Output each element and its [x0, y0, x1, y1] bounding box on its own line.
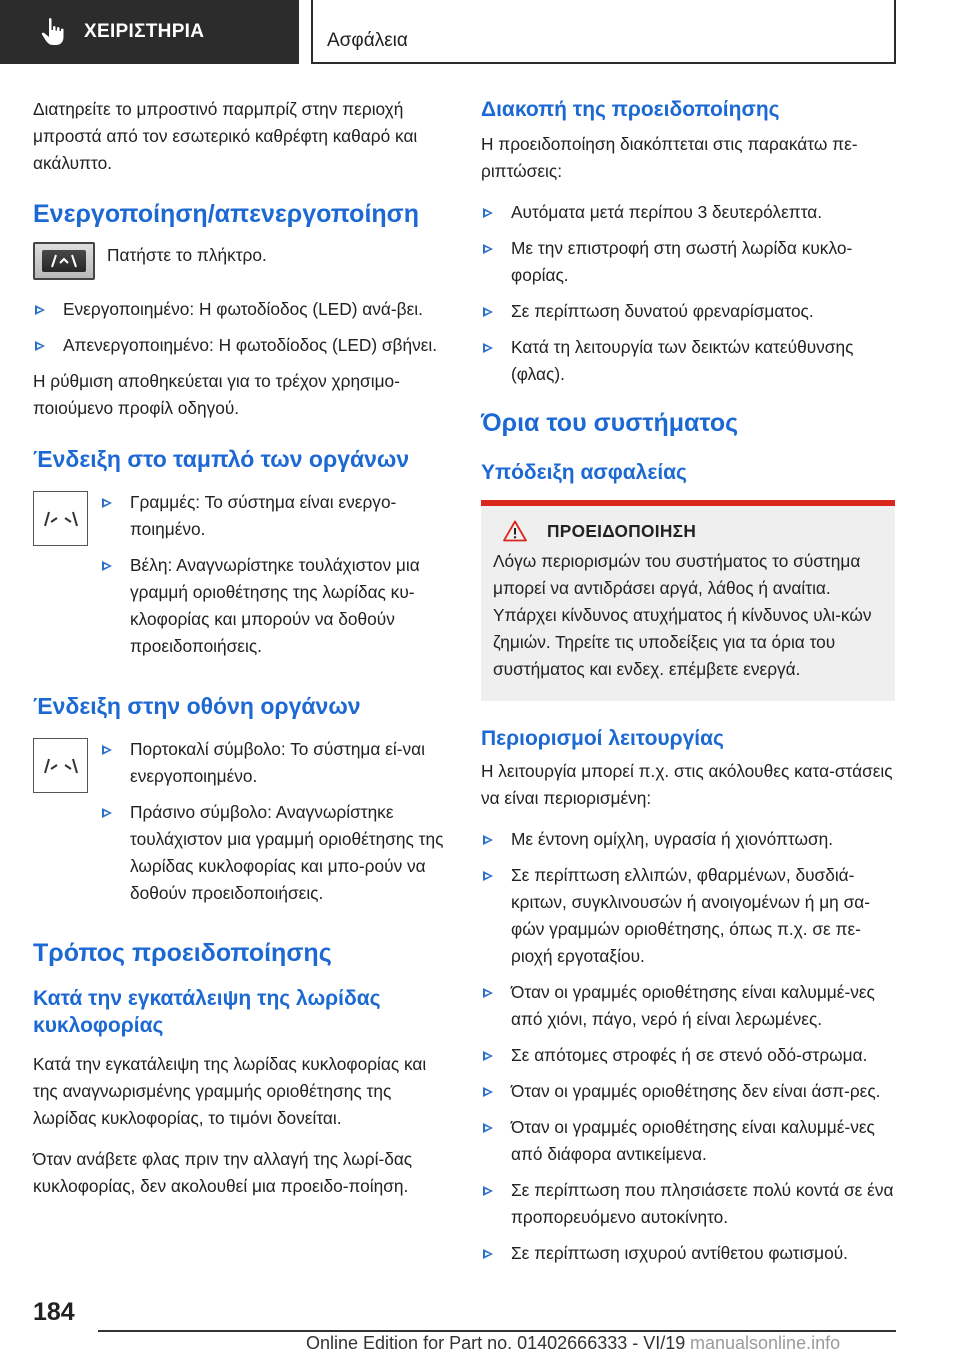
lane-departure-button-icon: [33, 242, 95, 280]
lane-markings-indicator-icon: [33, 738, 88, 793]
bullet-triangle-icon: [483, 343, 493, 353]
list-item: Ενεργοποιημένο: Η φωτοδίοδος (LED) ανά-βει.: [33, 296, 451, 323]
cluster-indicator-row: [33, 489, 451, 669]
list-item: Με έντονη ομίχλη, υγρασία ή χιονόπτωση.: [481, 826, 895, 853]
display-indicator-row: [33, 736, 451, 916]
onoff-list: [33, 296, 451, 359]
list-item: Σε απότομες στροφές ή σε στενό οδό-στρωμα.: [481, 1042, 895, 1069]
interrupt-heading: Διακοπή της προειδοποίησης: [481, 98, 780, 121]
bullet-triangle-icon: [483, 244, 493, 254]
list-item: Απενεργοποιημένο: Η φωτοδίοδος (LED) σβήνει.: [33, 332, 451, 359]
func-limits-heading: Περιορισμοί λειτουργίας: [481, 727, 724, 750]
bullet-triangle-icon: [483, 1123, 493, 1133]
interrupt-list: [481, 199, 895, 388]
bullet-triangle-icon: [483, 1186, 493, 1196]
list-item: Πορτοκαλί σύμβολο: Το σύστημα εί-ναι ενεργοποιημένο.: [100, 736, 451, 790]
list-item: Σε περίπτωση ισχυρού αντίθετου φωτισμού.: [481, 1240, 895, 1267]
section-title: Ασφάλεια: [327, 30, 408, 51]
chapter-header: [0, 0, 299, 64]
warning-triangle-icon: [503, 520, 527, 542]
lane-markings-indicator-icon: [33, 491, 88, 546]
lane-symbol-icon: [47, 253, 81, 269]
list-item: Βέλη: Αναγνωρίστηκε τουλάχιστον μια γραμμή οριοθέτησης της λωρίδας κυ-κλοφορίας και μπορούν να δοθούν προειδοποιήσεις.: [100, 552, 451, 660]
right-column: [481, 96, 895, 1276]
interrupt-intro: Η προειδοποίηση διακόπτεται στις παρακάτω πε-ριπτώσεις:: [481, 134, 858, 181]
limits-heading: Όρια του συστήματος: [481, 409, 739, 437]
left-column: [33, 96, 451, 1214]
list-item: Όταν οι γραμμές οριοθέτησης είναι καλυμμέ-νες από χιόνι, πάγο, νερό ή είναι λερωμένες.: [481, 979, 895, 1033]
bullet-triangle-icon: [35, 341, 45, 351]
watermark-text: manualsonline.info: [690, 1333, 841, 1353]
footer-divider: [98, 1330, 896, 1332]
func-limits-intro: Η λειτουργία μπορεί π.χ. στις ακόλουθες κατα-στάσεις να είναι περιορισμένη:: [481, 761, 893, 808]
display-heading: Ένδειξη στην οθόνη οργάνων: [33, 693, 361, 719]
warning-header: [493, 520, 881, 542]
setting-note: Η ρύθμιση αποθηκεύεται για το τρέχον χρησιμο-ποιούμενο προφίλ οδηγού.: [33, 371, 400, 418]
press-button-text: Πατήστε το πλήκτρο.: [107, 245, 267, 265]
list-item: Σε περίπτωση που πλησιάσετε πολύ κοντά σε ένα προπορευόμενο αυτοκίνητο.: [481, 1177, 895, 1231]
list-item: Σε περίπτωση ελλιπών, φθαρμένων, δυσδιά-κριτων, συγκλινουσών ή ανοιγομένων ή μη σα-φών γραμμών οριοθέτησης, όπως π.χ. σε πε-ριοχή εργοταξίου.: [481, 862, 895, 970]
leaving-lane-heading: Κατά την εγκατάλειψη της λωρίδας κυκλοφορίας: [33, 987, 381, 1037]
list-item: Κατά τη λειτουργία των δεικτών κατεύθυνσης (φλας).: [481, 334, 895, 388]
warning-text: Λόγω περιορισμών του συστήματος το σύστημα μπορεί να αντιδράσει αργά, λάθος ή αναίτια. Υπάρχει κίνδυνος ατυχήματος ή κίνδυνος υλι-κών ζημιών. Τηρείτε τις υποδείξεις για τα όρια του συστήματος και ενδεχ. επέμβετε ενεργά.: [493, 551, 872, 679]
bullet-triangle-icon: [483, 1087, 493, 1097]
cluster-list: [100, 489, 451, 669]
warning-box: [481, 500, 895, 701]
list-item: Σε περίπτωση δυνατού φρεναρίσματος.: [481, 298, 895, 325]
bullet-triangle-icon: [102, 745, 112, 755]
button-row: [33, 242, 451, 280]
intro-paragraph: Διατηρείτε το μπροστινό παρμπρίζ στην περιοχή μπροστά από τον εσωτερικό καθρέφτη καθαρό και ακάλυπτο.: [33, 99, 418, 173]
list-item: Με την επιστροφή στη σωστή λωρίδα κυκλο-φορίας.: [481, 235, 895, 289]
bullet-triangle-icon: [102, 808, 112, 818]
safety-heading: Υπόδειξη ασφαλείας: [481, 461, 687, 484]
list-item: Πράσινο σύμβολο: Αναγνωρίστηκε τουλάχιστον μια γραμμή οριοθέτησης της λωρίδας κυκλοφορίας και μπο-ρούν να δοθούν προειδοποιήσεις.: [100, 799, 451, 907]
warning-mode-heading: Τρόπος προειδοποίησης: [33, 939, 332, 967]
bullet-triangle-icon: [483, 208, 493, 218]
bullet-triangle-icon: [102, 561, 112, 571]
bullet-triangle-icon: [483, 1051, 493, 1061]
bullet-triangle-icon: [483, 988, 493, 998]
bullet-triangle-icon: [35, 305, 45, 315]
bullet-triangle-icon: [483, 1249, 493, 1259]
leaving-text-1: Κατά την εγκατάλειψη της λωρίδας κυκλοφορίας και της αναγνωρισμένης γραμμής οριοθέτησης της λωρίδας κυκλοφορίας, το τιμόνι δονείται.: [33, 1054, 427, 1128]
cluster-heading: Ένδειξη στο ταμπλό των οργάνων: [33, 446, 410, 472]
warning-title: ΠΡΟΕΙΔΟΠΟΙΗΣΗ: [547, 520, 697, 541]
onoff-heading: Ενεργοποίηση/απενεργοποίηση: [33, 200, 420, 228]
section-tab: [311, 0, 896, 64]
list-item: Γραμμές: Το σύστημα είναι ενεργο-ποιημένο.: [100, 489, 451, 543]
bullet-triangle-icon: [483, 835, 493, 845]
list-item: Αυτόματα μετά περίπου 3 δευτερόλεπτα.: [481, 199, 895, 226]
edition-text: Online Edition for Part no. 01402666333 - VI/19: [306, 1333, 686, 1353]
hand-pointer-icon: [40, 17, 66, 47]
bullet-triangle-icon: [102, 498, 112, 508]
leaving-text-2: Όταν ανάβετε φλας πριν την αλλαγή της λωρί-δας κυκλοφορίας, δεν ακολουθεί μια προειδο-ποίηση.: [33, 1149, 413, 1196]
list-item: Όταν οι γραμμές οριοθέτησης δεν είναι άσπ-ρες.: [481, 1078, 895, 1105]
bullet-triangle-icon: [483, 307, 493, 317]
page-number: 184: [33, 1298, 75, 1326]
display-list: [100, 736, 451, 916]
bullet-triangle-icon: [483, 871, 493, 881]
list-item: Όταν οι γραμμές οριοθέτησης είναι καλυμμέ-νες από διάφορα αντικείμενα.: [481, 1114, 895, 1168]
func-limits-list: [481, 826, 895, 1267]
chapter-title: ΧΕΙΡΙΣΤΗΡΙΑ: [84, 21, 205, 42]
